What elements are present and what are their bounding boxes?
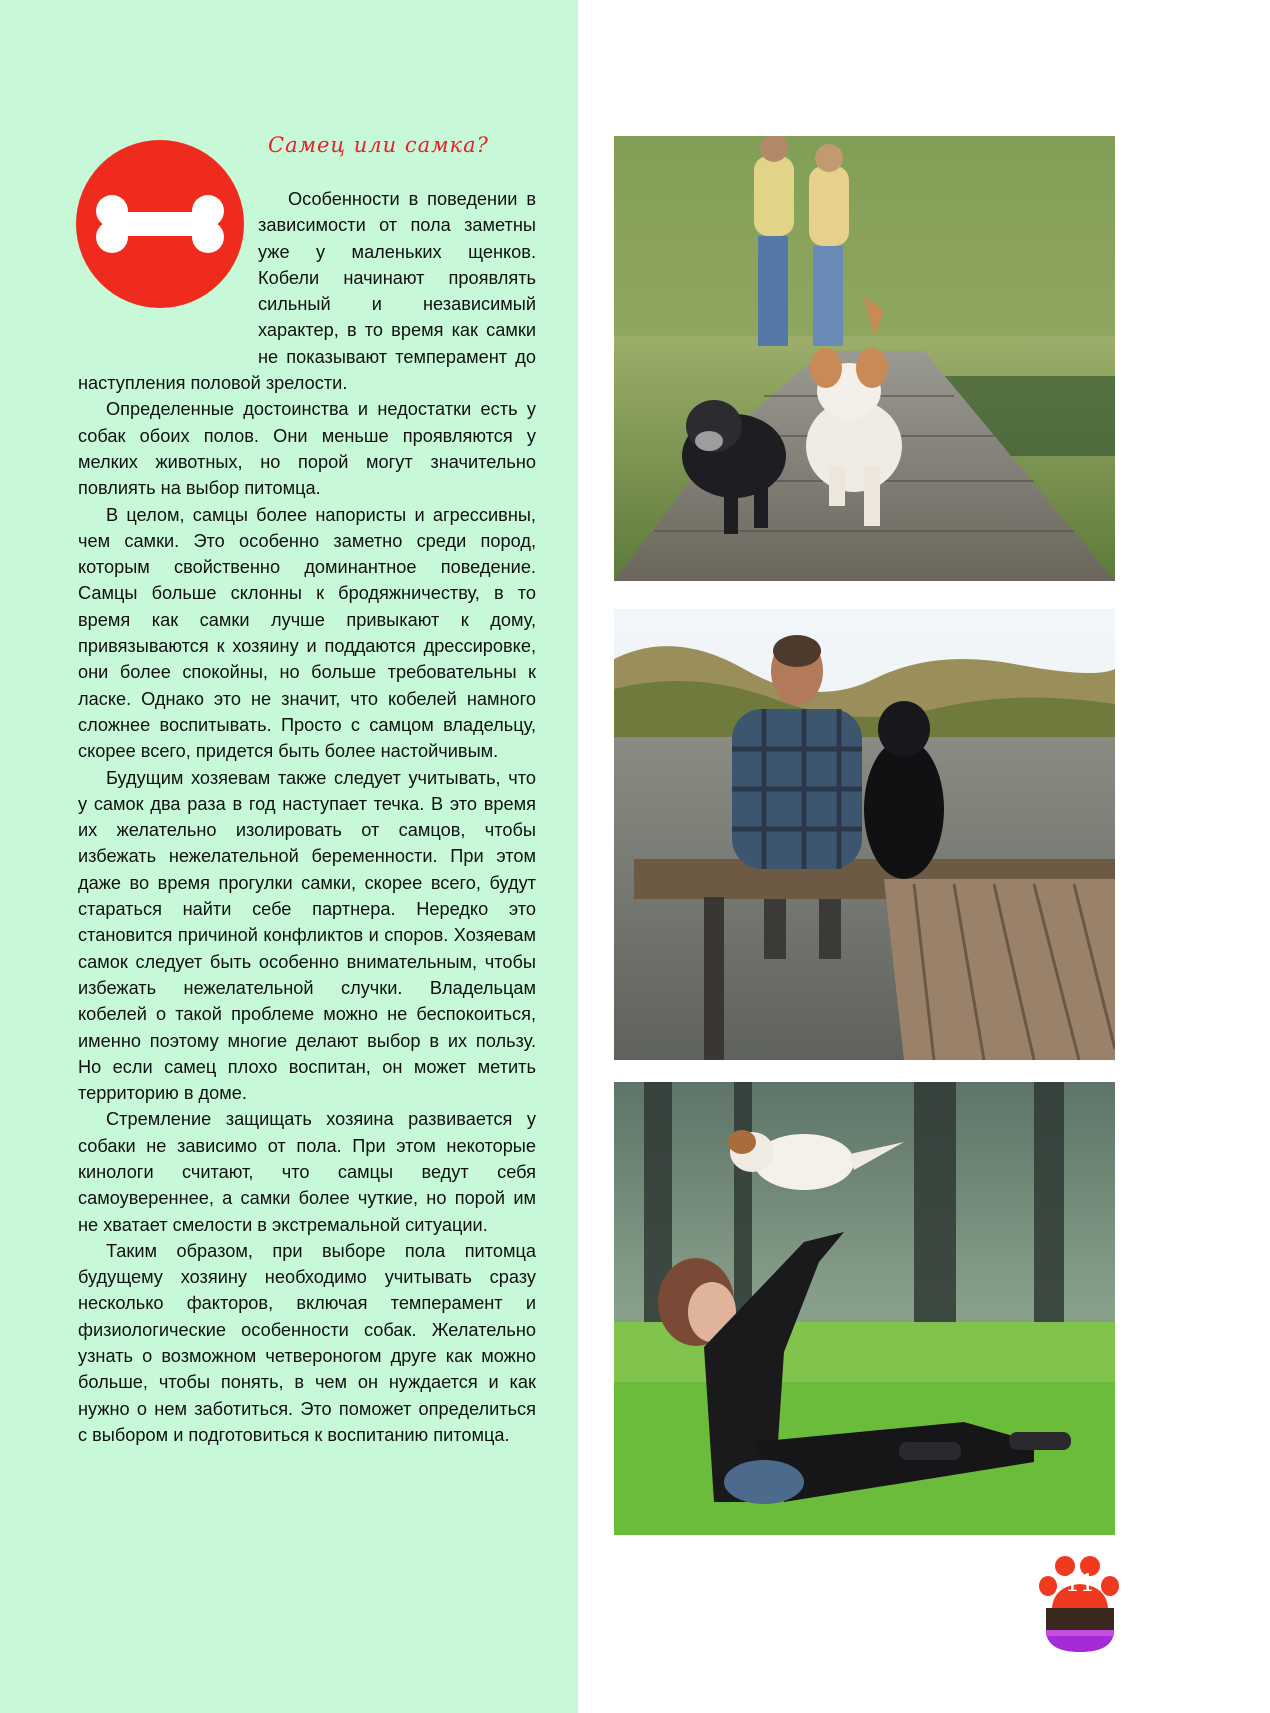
- section-heading: Самец или самка?: [268, 133, 489, 157]
- photo-woman-lifting-dog: [614, 1082, 1115, 1535]
- page-number: 11: [1064, 1569, 1096, 1597]
- paragraph: Определенные достоинства и недостатки есть у собак обоих полов. Они меньше проявляются у мелких животных, но порой могут значительно повлиять на выбор питомца.: [78, 399, 536, 499]
- paragraph: Особенности в поведении в зависимости от пола заметны уже у маленьких щенков. Кобели начинают проявлять сильный и независимый характер, в то время как самки не показывают темперамент до наступления половой зрелости.: [78, 189, 536, 394]
- photo-man-and-dog-on-dock: [614, 609, 1115, 1060]
- paragraph: В целом, самцы более напористы и агрессивны, чем самки. Это особенно заметно среди пород, которым свойственно доминантное поведение. Самцы больше склонны к бродяжничеству, в то время как самки лучше привыкают к дому, привязываются к хозяину и поддаются дрессировке, они более спокойны, но больше требовательны к ласке. Однако это не значит, что кобелей намного сложнее воспитывать. Просто с самцом владельцу, скорее всего, придется быть более настойчивым.: [78, 504, 536, 762]
- paragraph: Будущим хозяевам также следует учитывать, что у самок два раза в год наступает течка. В это время их желательно изолировать от самцов, чтобы избежать нежелательной беременности. При этом даже во время прогулки самки, скорее всего, будут стараться найти себе партнера. Нередко это становится причиной конфликтов и споров. Хозяевам самок следует быть особенно внимательным, чтобы избежать нежелательной случки. Владельцам кобелей о такой проблеме можно не беспокоиться, именно поэтому многие делают выбор в их пользу. Но если самец плохо воспитан, он может метить территорию в доме.: [78, 767, 536, 1104]
- photo-dogs-running-on-pier: [614, 136, 1115, 581]
- paragraph: Стремление защищать хозяина развивается у собаки не зависимо от пола. При этом некоторые кинологи считают, что самцы ведут себя самоувереннее, а самки более чуткие, но порой им не хватает смелости в экстремальной ситуации.: [78, 1109, 536, 1235]
- article-body: [78, 186, 536, 1448]
- paragraph: Таким образом, при выборе пола питомца будущему хозяину необходимо учитывать сразу несколько факторов, включая темперамент и физиологические особенности собак. Желательно узнать о возможном четвероногом друге как можно больше, чтобы понять, в чем он нуждается и как нужно о нем заботиться. Это поможет определиться с выбором и подготовиться к воспитанию питомца.: [78, 1240, 536, 1445]
